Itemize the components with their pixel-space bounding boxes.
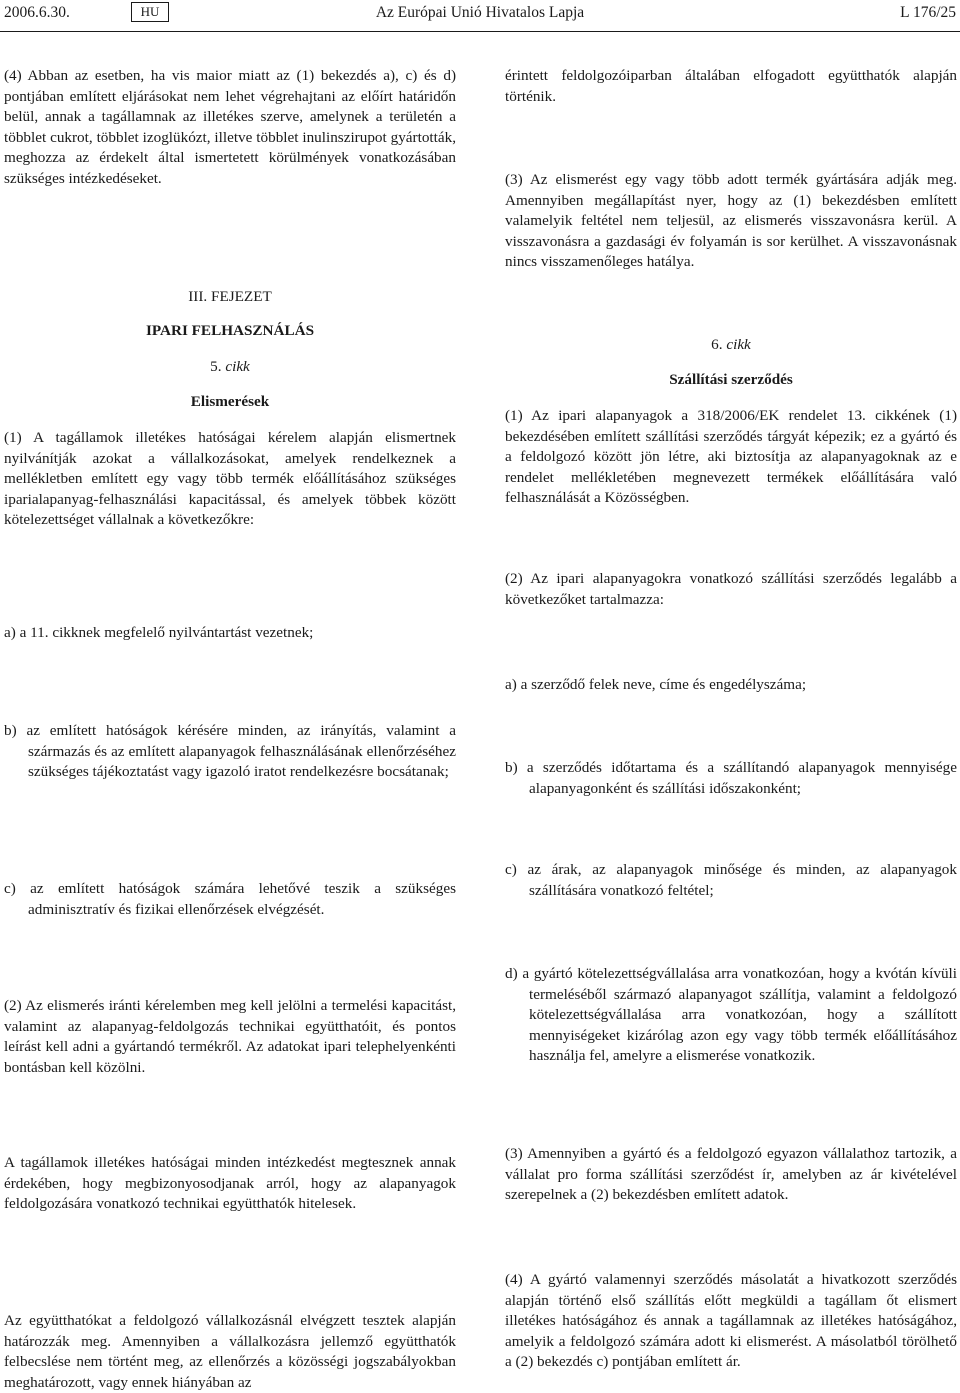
publication-date: 2006.6.30. [4,4,70,21]
article-5-number: 5. cikk [210,358,250,375]
article-5-paragraph-2: (2) Az elismerés iránti kérelemben meg kell jelölni a termelési kapacitást, valamint az alapanyag-feldolgozás technikai együtthatóit, és pontos leírást kell adni a gyártandó termékről. Az adatokat ipari telephelyenkénti bontásban kell közölni. [4,997,456,1076]
chapter-title: IPARI FELHASZNÁLÁS [145,322,315,339]
list-item-b: b) a szerződés időtartama és a szállítandó alapanyagok mennyisége alapanyagonként és szállítási időszakonként; [505,759,957,797]
page-header [0,0,960,30]
list-item-c: c) az említett hatóságok számára lehetővé teszik a szükséges adminisztratív és fizikai ellenőrzések elvégzését. [4,880,456,918]
list-item-c: c) az árak, az alapanyagok minősége és minden, az alapanyagok szállítására vonatkozó feltétel; [505,861,957,899]
coefficients-tests-paragraph: Az együtthatókat a feldolgozó vállalkozásnál elvégzett tesztek alapján határozzák meg. Amennyiben a vállalkozásra jellemző együtthatók felbecslése nem történt meg, az ellenőrzés a közösségi jogszabályokban meghatározott, vagy ennek hiányában az [4,1312,456,1391]
list-item-a: a) a 11. cikknek megfelelő nyilvántartást vezetnek; [4,624,314,641]
article-5-paragraph-1: (1) A tagállamok illetékes hatóságai kérelem alapján elismertnek nyilvánítják azokat a vállalkozásokat, amelyek rendelkeznek a mellékletben említett egy vagy több termék előállításához szükséges iparialapanyag-felhasználási kapacitással, és amelyek többek között kötelezettséget vállalnak a következőkre: [4,429,456,529]
article-6-paragraph-2: (2) Az ipari alapanyagokra vonatkozó szállítási szerződés legalább a következőket tartalmazza: [505,570,957,608]
article-6-paragraph-3: (3) Amennyiben a gyártó és a feldolgozó egyazon vállalathoz tartozik, a vállalat pro forma szállítási szerződést ír, amelyben az ár kivételével szerepelnek a (2) bekezdésben említett adatok. [505,1145,957,1204]
article-4-paragraph-4: (4) Abban az esetben, ha vis maior miatt az (1) bekezdés a), c) és d) pontjában említett eljárásokat nem lehet végrehajtani az előírt határidőn belül, annak a tagállamnak az illetékes szerve, amelynek a területén a többlet cukrot, többlet izoglükózt, illetve többlet inulinszirupot gyártották, meghozza az érdekelt által ismertetett körülmények vonatkozásában szükséges intézkedéseket. [4,67,456,187]
language-badge: HU [131,2,169,22]
list-item-d: d) a gyártó kötelezettségvállalása arra vonatkozóan, hogy a kvótán kívüli termeléséből származó alapanyagot szállítja, valamint a feldolgozó kötelezettségvállalása arra vonatkozóan, hogy a szállított mennyiségeket kizárólag azon egy vagy több termék előállításához használja fel, amelyre a elismerése vonatkozik. [505,965,957,1065]
technical-coefficients-paragraph: A tagállamok illetékes hatóságai minden intézkedést megtesznek annak érdekében, hogy megbizonyosodjanak arról, hogy az alapanyagok feldolgozására vonatkozó technikai együtthatók hitelesek. [4,1154,456,1213]
article-6-paragraph-4: (4) A gyártó valamennyi szerződés másolatát a hivatkozott szerződés alapján történő első szállítás előtt megküldi a tagállam őt elismert illetékes hatóságához és annak a tagállamnak az illetékes hatóságához, amelyik a feldolgozó számára adott ki elismerést. A másolatból törölhető a (2) bekezdés c) pontjában említett ár. [505,1271,957,1371]
chapter-number: III. FEJEZET [188,288,272,305]
article-6-paragraph-1: (1) Az ipari alapanyagok a 318/2006/EK rendelet 13. cikkének (1) bekezdésében említett szállítási szerződés tárgyát képezik; ez a gyártó és a feldolgozó között jön létre, aki biztosítja az alapanyagoknak az e rendelet mellékletében megnevezett termékek előállítására való felhasználását a Közösségben. [505,407,957,507]
page-number: L 176/25 [900,4,956,21]
journal-title: Az Európai Unió Hivatalos Lapja [375,4,585,21]
article-6-title: Szállítási szerződés [669,371,793,388]
article-5-title: Elismerések [190,393,270,410]
list-item-b: b) az említett hatóságok kérésére minden, az irányítás, valamint a származás és az említett alapanyagok felhasználásának ellenőrzéséhez szükséges tájékoztatást vagy igazoló iratot rendelkezésre bocsátanak; [4,722,456,781]
continued-paragraph: érintett feldolgozóiparban általában elfogadott együtthatók alapján történik. [505,67,957,105]
header-rule [0,31,960,32]
article-6-number: 6. cikk [711,336,751,353]
article-5-paragraph-3: (3) Az elismerést egy vagy több adott termék gyártására adják meg. Amennyiben megállapítást nyer, hogy az (1) bekezdésben említett valamelyik feltétel nem teljesül, az elismerés visszavonásra kerül. A visszavonásra a gazdasági év folyamán is sor kerülhet. A visszavonásnak nincs visszamenőleges hatálya. [505,171,957,271]
list-item-a: a) a szerződő felek neve, címe és engedélyszáma; [505,676,807,693]
